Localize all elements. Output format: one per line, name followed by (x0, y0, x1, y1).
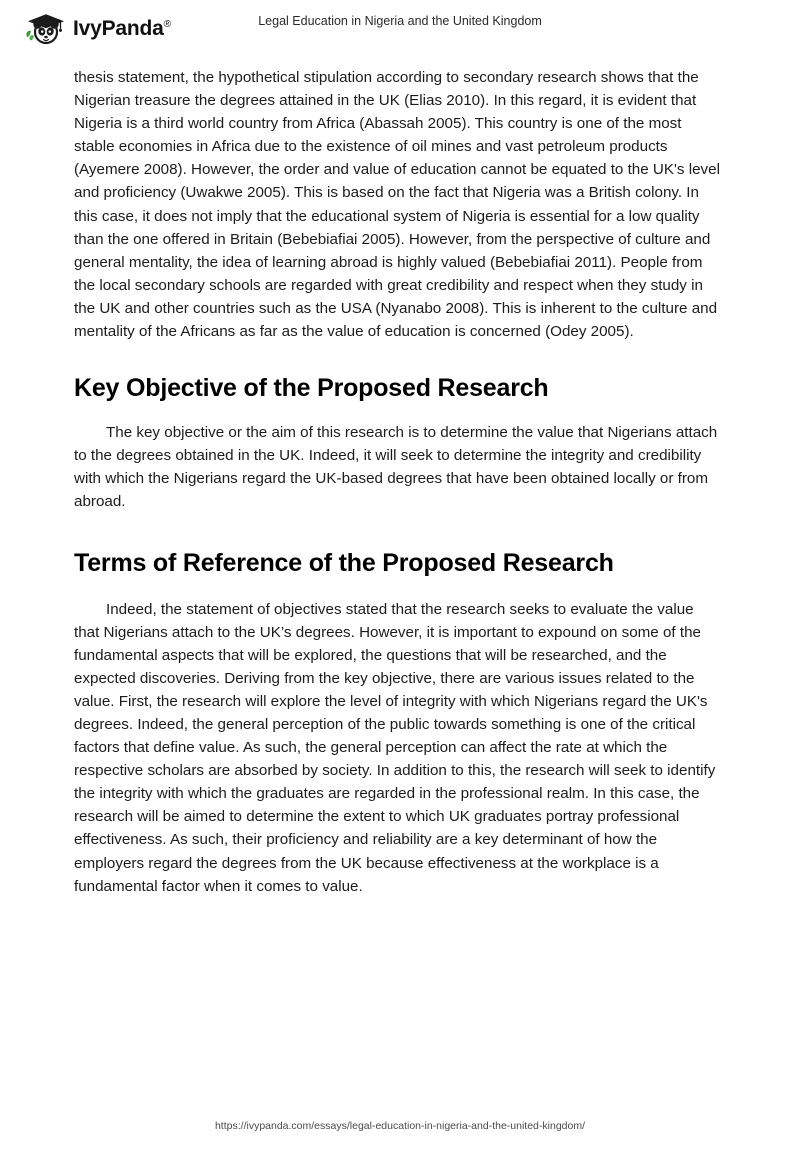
registered-mark: ® (163, 19, 171, 30)
brand-logo-group[interactable] (24, 12, 171, 46)
brand-name (73, 17, 171, 41)
page-footer (0, 1116, 800, 1134)
paragraph-key-objective: The key objective or the aim of this research is to determine the value that Nigerians attach to the degrees obtained in the UK. Indeed, it will seek to determine the integrity and credibility with which the Nigerians regard the UK-based degrees that have been obtained locally or from abroad. (74, 424, 718, 511)
heading-key-objective: Key Objective of the Proposed Research (74, 374, 549, 403)
page-header (0, 0, 800, 58)
graduation-cap-panda-logo-icon (24, 12, 66, 46)
page-title: Legal Education in Nigeria and the United Kingdom (258, 14, 542, 28)
source-url-link[interactable]: https://ivypanda.com/essays/legal-education-in-nigeria-and-the-united-kingdom/ (214, 1120, 586, 1132)
heading-terms-of-reference: Terms of Reference of the Proposed Research (74, 548, 614, 577)
paragraph-continued: thesis statement, the hypothetical stipulation according to secondary research shows that the Nigerian treasure the degrees attained in the UK (Elias 2010). In this regard, it is evident that Nigeria is a third world country from Africa (Abassah 2005). This country is one of the most stable economies in Africa due to the existence of oil mines and vast petroleum products (Ayemere 2008). However, the order and value of education cannot be equated to the UK's level and proficiency (Uwakwe 2005). This is based on the fact that Nigeria was a British colony. In this case, it does not imply that the educational system of Nigeria is essential for a low quality than the one offered in Britain (Bebebiafiai 2005). However, from the perspective of culture and general mentality, the idea of learning abroad is highly valued (Bebebiafiai 2011). People from the local secondary schools are regarded with great credibility and respect when they study in the UK and other countries such as the USA (Nyanabo 2008). This is inherent to the culture and mentality of the Africans as far as the value of education is concerned (Odey 2005). (74, 69, 720, 341)
brand-name-text: IvyPanda (73, 17, 164, 40)
paragraph-terms-of-reference: Indeed, the statement of objectives stated that the research seeks to evaluate the value that Nigerians attach to the UK’s degrees. However, it is important to expound on some of the fundamental aspects that will be explored, the questions that will be researched, and the expected discoveries. Deriving from the key objective, there are various issues related to the value. First, the research will explore the level of integrity with which Nigerians regard the UK's degrees. Indeed, the general perception of the public towards something is one of the critical factors that define value. As such, the general perception can affect the rate at which the respective scholars are absorbed by society. In addition to this, the research will seek to identify the integrity with which the graduates are regarded in the professional realm. In this case, the research will be aimed to determine the extent to which UK graduates portray professional effectiveness. As such, their proficiency and reliability are a key determinant of how the employers regard the degrees from the UK because effectiveness at the workplace is a fundamental factor when it comes to value. (74, 600, 716, 895)
document-body (74, 66, 722, 914)
